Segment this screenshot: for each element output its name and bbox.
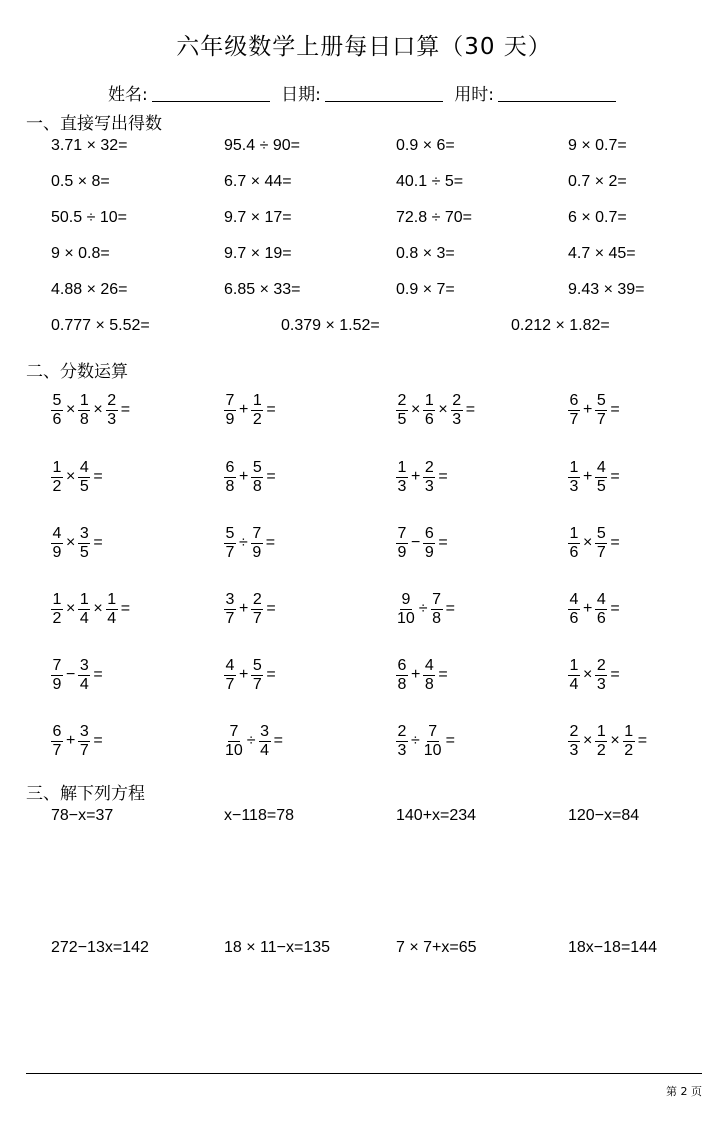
operator: = — [265, 534, 276, 551]
operator: ÷ — [411, 732, 420, 749]
denominator: 4 — [79, 609, 89, 627]
denominator: 4 — [79, 675, 89, 693]
numerator: 1 — [424, 391, 434, 409]
fraction — [396, 591, 416, 628]
fraction-problem — [396, 388, 478, 432]
direct-problem: 9.7 × 19= — [224, 245, 292, 262]
operator: + — [239, 600, 249, 617]
operator: − — [66, 666, 76, 683]
numerator: 7 — [225, 391, 235, 409]
section-title-direct: 一、直接写出得数 — [26, 114, 162, 134]
numerator: 5 — [252, 656, 262, 674]
denominator: 8 — [424, 675, 434, 693]
denominator: 7 — [252, 609, 262, 627]
operator: = — [93, 534, 103, 551]
denominator: 8 — [397, 675, 407, 693]
numerator: 4 — [52, 524, 62, 542]
numerator: 1 — [52, 590, 62, 608]
denominator: 2 — [52, 609, 62, 627]
numerator: 2 — [397, 722, 407, 740]
fraction — [595, 723, 607, 760]
fraction-problem — [224, 653, 279, 697]
equation-problem: 7 × 7+x=65 — [396, 939, 477, 956]
operator: = — [266, 401, 276, 418]
fraction — [251, 525, 263, 562]
equation-problem: 78−x=37 — [51, 807, 114, 824]
denominator: 3 — [569, 741, 579, 759]
denominator: 9 — [52, 675, 62, 693]
time-label: 用时: — [454, 85, 495, 105]
denominator: 7 — [225, 609, 235, 627]
denominator: 7 — [596, 410, 606, 428]
operator: = — [465, 401, 476, 418]
denominator: 8 — [252, 477, 262, 495]
denominator: 2 — [252, 410, 262, 428]
operator: = — [93, 732, 103, 749]
fraction — [51, 657, 63, 694]
denominator: 5 — [79, 543, 89, 561]
numerator: 4 — [225, 656, 235, 674]
direct-problem: 3.71 × 32= — [51, 137, 128, 154]
denominator: 2 — [596, 741, 606, 759]
operator: × — [66, 600, 76, 617]
denominator: 5 — [596, 477, 606, 495]
fraction-problem — [51, 388, 133, 432]
operator: ÷ — [239, 534, 248, 551]
denominator: 3 — [596, 675, 606, 693]
numerator: 1 — [569, 458, 579, 476]
equation-problem: x−118=78 — [224, 807, 294, 824]
denominator: 3 — [424, 477, 434, 495]
direct-problem: 6.85 × 33= — [224, 281, 301, 298]
direct-problem: 0.5 × 8= — [51, 173, 110, 190]
operator: + — [66, 732, 76, 749]
numerator: 5 — [596, 391, 606, 409]
numerator: 2 — [569, 722, 579, 740]
direct-problem: 9 × 0.8= — [51, 245, 110, 262]
numerator: 6 — [397, 656, 407, 674]
fraction — [396, 392, 408, 429]
denominator: 3 — [397, 477, 407, 495]
operator: × — [93, 401, 103, 418]
numerator: 2 — [424, 458, 434, 476]
operator: + — [583, 401, 593, 418]
numerator: 7 — [428, 722, 438, 740]
fraction — [396, 657, 408, 694]
operator: × — [583, 732, 593, 749]
fraction — [568, 591, 580, 628]
operator: = — [610, 600, 620, 617]
fraction-problem — [224, 521, 278, 565]
operator: − — [411, 534, 421, 551]
fraction-problem — [568, 719, 650, 763]
numerator: 2 — [252, 590, 262, 608]
fraction — [451, 392, 463, 429]
operator: = — [637, 732, 648, 749]
date-blank[interactable] — [325, 85, 443, 102]
numerator: 7 — [229, 722, 239, 740]
operator: = — [273, 732, 283, 749]
numerator: 3 — [79, 524, 89, 542]
denominator: 9 — [52, 543, 62, 561]
equation-problem: 272−13x=142 — [51, 939, 149, 956]
direct-problem: 50.5 ÷ 10= — [51, 209, 127, 226]
operator: = — [266, 600, 276, 617]
fraction-problem — [396, 587, 458, 631]
fraction — [224, 459, 236, 496]
direct-problem: 4.88 × 26= — [51, 281, 128, 298]
operator: = — [266, 468, 276, 485]
fraction-problem — [224, 455, 279, 499]
denominator: 6 — [596, 609, 606, 627]
direct-problem: 0.7 × 2= — [568, 173, 627, 190]
denominator: 9 — [252, 543, 262, 561]
denominator: 7 — [596, 543, 606, 561]
denominator: 3 — [107, 410, 117, 428]
denominator: 6 — [52, 410, 62, 428]
operator: = — [610, 468, 620, 485]
operator: = — [610, 666, 620, 683]
operator: + — [411, 666, 421, 683]
numerator: 2 — [596, 656, 606, 674]
direct-problem: 0.777 × 5.52= — [51, 317, 150, 334]
fraction-problem — [568, 388, 623, 432]
equation-problem: 18x−18=144 — [568, 939, 657, 956]
fraction-problem — [396, 719, 458, 763]
denominator: 7 — [79, 741, 89, 759]
numerator: 3 — [79, 722, 89, 740]
name-blank[interactable] — [152, 85, 270, 102]
page-number: 第 2 页 — [666, 1085, 702, 1098]
fraction — [423, 459, 435, 496]
fraction-problem — [51, 587, 133, 631]
denominator: 7 — [569, 410, 579, 428]
numerator: 4 — [79, 458, 89, 476]
denominator: 8 — [225, 477, 235, 495]
numerator: 4 — [596, 590, 606, 608]
denominator: 5 — [397, 410, 407, 428]
fraction — [568, 723, 580, 760]
fraction — [595, 459, 607, 496]
numerator: 1 — [569, 524, 579, 542]
operator: + — [411, 468, 421, 485]
numerator: 9 — [401, 590, 411, 608]
denominator: 6 — [569, 609, 579, 627]
fraction — [259, 723, 271, 760]
operator: = — [120, 600, 131, 617]
denominator: 4 — [569, 675, 579, 693]
fraction — [568, 392, 580, 429]
fraction — [595, 657, 607, 694]
fraction — [224, 723, 244, 760]
direct-problem: 40.1 ÷ 5= — [396, 173, 464, 190]
denominator: 3 — [569, 477, 579, 495]
direct-problem: 0.8 × 3= — [396, 245, 455, 262]
fraction — [78, 525, 90, 562]
operator: + — [583, 468, 593, 485]
fraction — [251, 591, 263, 628]
operator: = — [445, 732, 455, 749]
direct-problem: 0.9 × 6= — [396, 137, 455, 154]
fraction — [423, 525, 435, 562]
operator: × — [583, 534, 593, 551]
fraction — [78, 723, 90, 760]
operator: = — [93, 468, 103, 485]
direct-problem: 0.9 × 7= — [396, 281, 455, 298]
fraction — [106, 591, 118, 628]
fraction-problem — [51, 521, 106, 565]
fraction-problem — [51, 455, 106, 499]
direct-problem: 6.7 × 44= — [224, 173, 292, 190]
direct-problem: 0.212 × 1.82= — [511, 317, 610, 334]
numerator: 2 — [107, 391, 117, 409]
fraction — [568, 459, 580, 496]
numerator: 1 — [569, 656, 579, 674]
time-blank[interactable] — [498, 85, 616, 102]
direct-problem: 9 × 0.7= — [568, 137, 627, 154]
denominator: 9 — [397, 543, 407, 561]
numerator: 2 — [397, 391, 407, 409]
fraction — [251, 657, 263, 694]
section-title-equations: 三、解下列方程 — [26, 784, 145, 804]
name-label: 姓名: — [108, 85, 148, 105]
direct-problem: 95.4 ÷ 90= — [224, 137, 300, 154]
fraction — [78, 591, 90, 628]
denominator: 2 — [52, 477, 62, 495]
denominator: 5 — [79, 477, 89, 495]
denominator: 10 — [423, 741, 442, 759]
fraction-problem — [396, 653, 451, 697]
operator: × — [610, 732, 620, 749]
numerator: 1 — [79, 590, 89, 608]
operator: + — [239, 401, 249, 418]
fraction — [251, 392, 263, 429]
numerator: 1 — [397, 458, 407, 476]
fraction — [396, 525, 408, 562]
fraction-problem — [51, 653, 106, 697]
numerator: 7 — [252, 524, 262, 542]
direct-problem: 9.43 × 39= — [568, 281, 645, 298]
numerator: 4 — [596, 458, 606, 476]
equation-problem: 140+x=234 — [396, 807, 477, 824]
numerator: 5 — [225, 524, 235, 542]
operator: ÷ — [418, 600, 428, 617]
fraction — [423, 723, 443, 760]
numerator: 1 — [596, 722, 606, 740]
section-title-fractions: 二、分数运算 — [26, 362, 128, 382]
denominator: 3 — [452, 410, 462, 428]
fraction — [423, 657, 435, 694]
denominator: 8 — [79, 410, 89, 428]
info-line — [108, 80, 622, 105]
numerator: 1 — [252, 391, 262, 409]
operator: × — [66, 401, 76, 418]
footer-divider — [26, 1073, 702, 1074]
fraction-problem — [568, 455, 623, 499]
operator: × — [438, 401, 448, 418]
denominator: 6 — [424, 410, 434, 428]
numerator: 5 — [252, 458, 262, 476]
operator: × — [93, 600, 103, 617]
fraction-problem — [224, 587, 279, 631]
direct-problem: 72.8 ÷ 70= — [396, 209, 472, 226]
operator: = — [120, 401, 131, 418]
page-title: 六年级数学上册每日口算（30 天） — [176, 34, 552, 60]
fraction-problem — [396, 521, 451, 565]
numerator: 2 — [452, 391, 462, 409]
fraction — [431, 591, 443, 628]
equation-problem: 18 × 11−x=135 — [224, 939, 331, 956]
numerator: 1 — [79, 391, 89, 409]
direct-problem: 6 × 0.7= — [568, 209, 627, 226]
fraction — [51, 591, 63, 628]
operator: × — [66, 534, 76, 551]
numerator: 4 — [569, 590, 579, 608]
denominator: 8 — [432, 609, 442, 627]
fraction-problem — [396, 455, 451, 499]
numerator: 3 — [225, 590, 235, 608]
denominator: 6 — [569, 543, 579, 561]
operator: = — [610, 401, 620, 418]
fraction — [595, 525, 607, 562]
numerator: 7 — [397, 524, 407, 542]
numerator: 6 — [424, 524, 434, 542]
operator: = — [93, 666, 103, 683]
denominator: 9 — [424, 543, 434, 561]
fraction — [423, 392, 435, 429]
operator: = — [445, 600, 455, 617]
denominator: 9 — [225, 410, 235, 428]
operator: = — [438, 666, 448, 683]
fraction — [51, 459, 63, 496]
denominator: 7 — [52, 741, 62, 759]
numerator: 6 — [52, 722, 62, 740]
fraction — [224, 392, 236, 429]
fraction — [78, 392, 90, 429]
denominator: 7 — [225, 543, 235, 561]
fraction-problem — [568, 653, 623, 697]
direct-problem: 4.7 × 45= — [568, 245, 636, 262]
fraction — [396, 723, 408, 760]
operator: + — [239, 468, 249, 485]
denominator: 7 — [225, 675, 235, 693]
fraction — [623, 723, 635, 760]
operator: = — [438, 534, 448, 551]
denominator: 10 — [225, 741, 243, 759]
operator: = — [438, 468, 448, 485]
denominator: 10 — [397, 609, 415, 627]
numerator: 1 — [107, 590, 117, 608]
fraction-problem — [51, 719, 106, 763]
fraction — [595, 392, 607, 429]
denominator: 4 — [260, 741, 270, 759]
numerator: 1 — [52, 458, 62, 476]
fraction — [224, 657, 236, 694]
fraction — [51, 723, 63, 760]
operator: + — [583, 600, 593, 617]
numerator: 5 — [596, 524, 606, 542]
operator: × — [411, 401, 421, 418]
fraction — [78, 657, 90, 694]
date-label: 日期: — [281, 85, 321, 105]
fraction-problem — [224, 388, 279, 432]
fraction — [51, 392, 63, 429]
numerator: 4 — [424, 656, 434, 674]
fraction-problem — [568, 521, 623, 565]
direct-problem: 0.379 × 1.52= — [281, 317, 380, 334]
numerator: 1 — [624, 722, 634, 740]
numerator: 6 — [569, 391, 579, 409]
numerator: 6 — [225, 458, 235, 476]
fraction — [78, 459, 90, 496]
operator: = — [266, 666, 276, 683]
fraction — [568, 657, 580, 694]
operator: ÷ — [246, 732, 256, 749]
equation-problem: 120−x=84 — [568, 807, 640, 824]
fraction — [51, 525, 63, 562]
denominator: 3 — [397, 741, 407, 759]
fraction — [106, 392, 118, 429]
fraction — [396, 459, 408, 496]
numerator: 3 — [260, 722, 270, 740]
operator: × — [66, 468, 76, 485]
numerator: 3 — [79, 656, 89, 674]
fraction — [224, 591, 236, 628]
fraction-problem — [568, 587, 623, 631]
denominator: 7 — [252, 675, 262, 693]
fraction — [251, 459, 263, 496]
numerator: 5 — [52, 391, 62, 409]
operator: = — [610, 534, 620, 551]
numerator: 7 — [52, 656, 62, 674]
denominator: 4 — [107, 609, 117, 627]
operator: + — [239, 666, 249, 683]
direct-problem: 9.7 × 17= — [224, 209, 292, 226]
operator: × — [583, 666, 593, 683]
denominator: 2 — [624, 741, 634, 759]
fraction-problem — [224, 719, 286, 763]
fraction — [224, 525, 236, 562]
numerator: 7 — [432, 590, 442, 608]
fraction — [595, 591, 607, 628]
fraction — [568, 525, 580, 562]
